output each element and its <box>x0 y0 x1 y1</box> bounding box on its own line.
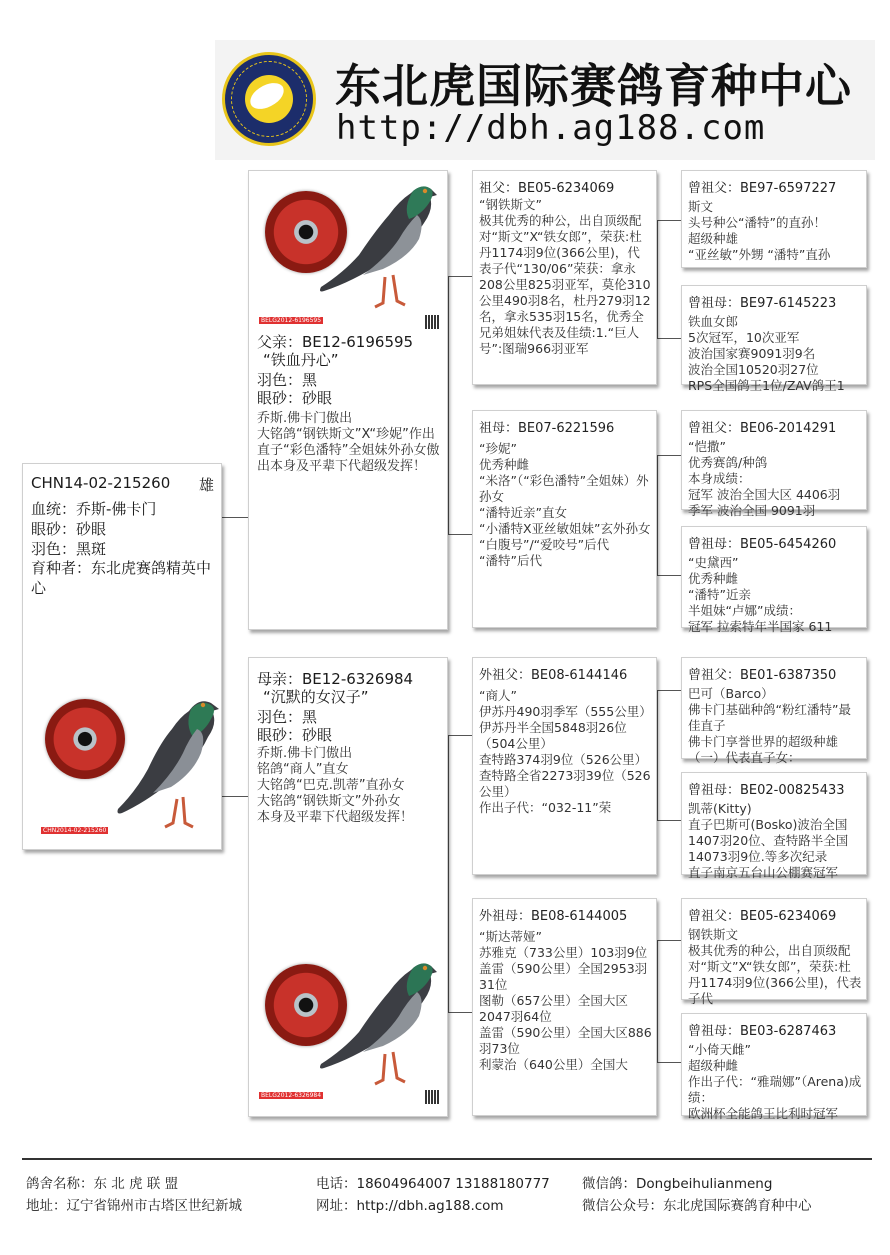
grandparent-card <box>472 898 657 1116</box>
grandparent-card <box>472 170 657 385</box>
grandparent-card <box>472 657 657 875</box>
great-grandparent-card <box>681 657 867 765</box>
grandparent-ring: 祖父：BE05-6234069 <box>479 181 615 196</box>
main-color: 羽色：黑斑 <box>31 540 107 558</box>
dam-name: “沉默的女汉子” <box>263 688 369 706</box>
great-grandparent-card <box>681 898 867 1006</box>
sire-photo <box>259 179 444 329</box>
sire-name: “铁血丹心” <box>263 351 339 369</box>
great-grandparent-text: 钢铁斯文 极其优秀的种公，出自顶级配对“斯文”X“铁女郎”，荣获:杜丹1174羽9位(366公里)，代表子代 <box>688 927 862 1006</box>
connector <box>657 220 681 221</box>
great-grandparent-text: “史黛西” 优秀种雌 “潘特”近亲 半姐妹“卢娜”成绩： 冠军 拉索特年半国家 611 <box>688 555 833 634</box>
grandparent-text: “钢铁斯文” 极其优秀的种公，出自顶级配对“斯文”X“铁女郎”，荣获:杜丹1174羽9位(366公里)，代表子代“130/06”荣获：拿永208公里825羽亚军，莫伦310公里490羽8名，杜丹279羽12名，拿永535羽15名，优秀全兄弟姐妹代表及佳绩:1.“巨人号”:图瑞966羽亚军 <box>479 197 651 356</box>
great-grandparent-ring: 曾祖父：BE01-6387350 <box>688 668 837 683</box>
dam-photo <box>259 956 444 1106</box>
qr-code-icon <box>425 1090 439 1104</box>
main-breeder: 育种者：东北虎赛鸽精英中心 <box>31 559 212 597</box>
site-title: 东北虎国际赛鸽育种中心 <box>335 59 852 113</box>
sire-ring-number: 父亲：BE12-6196595 <box>257 333 414 351</box>
qr-code-icon <box>425 315 439 329</box>
connector <box>657 690 681 691</box>
dam-ring-number: 母亲：BE12-6326984 <box>257 670 414 688</box>
grandparent-text: “斯达蒂娅” 苏雅克（733公里）103羽9位 盖雷（590公里）全国2953羽31位 图勒（657公里）全国大区2047羽64位 盖雷（590公里）全国大区886羽73位 利蒙治（640公里）全国大 <box>479 929 652 1072</box>
great-grandparent-text: 铁血女郎 5次冠军，10次亚军 波治国家赛9091羽9名 波治全国10520羽27位 RPS全国鸽王1位/ZAV鸽王1 <box>688 314 845 393</box>
connector <box>657 455 658 575</box>
main-bloodline: 血统：乔斯-佛卡门 <box>31 500 157 518</box>
ring-tag: BELG2012-6326984 <box>261 1092 322 1099</box>
ring-tag: BELG2012-6196595 <box>261 317 322 324</box>
connector <box>657 220 658 338</box>
great-grandparent-ring: 曾祖母：BE02-00825433 <box>688 783 845 798</box>
sire-card <box>248 170 448 630</box>
dam-color: 羽色：黑 <box>257 708 318 726</box>
great-grandparent-card <box>681 772 867 880</box>
great-grandparent-ring: 曾祖母：BE05-6454260 <box>688 537 837 552</box>
connector <box>657 1062 681 1063</box>
main-ring-number: CHN14-02-215260 <box>31 474 171 492</box>
grandparent-text: “商人” 伊苏丹490羽季军（555公里） 伊苏丹半全国5848羽26位（504公里） 查特路374羽9位（526公里） 查特路全省2273羽39位（526公里） 作出子代：“032-11”荣 <box>479 688 652 815</box>
connector <box>657 690 658 820</box>
sire-eye: 眼砂：砂眼 <box>257 389 333 407</box>
connector <box>657 338 681 339</box>
footer-address: 地址：辽宁省锦州市古塔区世纪新城 <box>26 1198 242 1214</box>
connector <box>448 735 472 736</box>
connector <box>448 534 472 535</box>
great-grandparent-ring: 曾祖父：BE05-6234069 <box>688 909 837 924</box>
connector <box>222 796 248 797</box>
ring-tag: CHN2014-02-215260 <box>43 827 107 834</box>
grandparent-ring: 外祖母：BE08-6144005 <box>479 909 628 924</box>
great-grandparent-ring: 曾祖母：BE97-6145223 <box>688 296 837 311</box>
footer-wechat: 微信鸽：Dongbeihulianmeng <box>582 1176 773 1192</box>
dam-description: 乔斯.佛卡门傲出 铭鸽“商人”直女 大铭鸽“巴克.凯蒂”直孙女 大铭鸽“钢铁斯文”外孙女 本身及平辈下代超级发挥！ <box>257 746 414 825</box>
connector <box>448 1012 472 1013</box>
main-sex: 雄 <box>199 476 215 494</box>
connector <box>448 735 449 1013</box>
center-logo <box>222 52 316 146</box>
grandparent-ring: 外祖父：BE08-6144146 <box>479 668 628 683</box>
dam-card <box>248 657 448 1117</box>
grandparent-ring: 祖母：BE07-6221596 <box>479 421 615 436</box>
great-grandparent-card <box>681 170 867 268</box>
great-grandparent-text: 凯蒂(Kitty) 直子巴斯可(Bosko)波治全国1407羽20位、查特路半全国14073羽9位.等多次纪录 直子南京五台山公棚赛冠军 <box>688 801 849 880</box>
great-grandparent-ring: 曾祖父：BE97-6597227 <box>688 181 837 196</box>
connector <box>657 575 681 576</box>
main-pigeon-card <box>22 463 222 850</box>
dam-eye: 眼砂：砂眼 <box>257 726 333 744</box>
great-grandparent-card <box>681 410 867 518</box>
footer-divider <box>22 1158 872 1160</box>
great-grandparent-ring: 曾祖父：BE06-2014291 <box>688 421 837 436</box>
connector <box>448 276 472 277</box>
great-grandparent-text: 斯文 头号种公“潘特”的直孙！ 超级种雄 “亚丝敏”外甥 “潘特”直孙 <box>688 199 831 262</box>
main-pigeon-photo <box>41 689 216 844</box>
great-grandparent-card <box>681 285 867 393</box>
main-eye: 眼砂：砂眼 <box>31 520 107 538</box>
connector <box>657 940 681 941</box>
grandparent-card <box>472 410 657 628</box>
connector <box>448 276 449 534</box>
grandparent-text: “珍妮” 优秀种雌 “米洛”（“彩色潘特”全姐妹）外孙女 “潘特近亲”直女 “小潘特X亚丝敏姐妹”玄外孙女 “白腹号”/“爱咬号”后代 “潘特”后代 <box>479 441 651 568</box>
connector <box>657 820 681 821</box>
great-grandparent-text: 巴可（Barco） 佛卡门基础种鸽“粉红潘特”最佳直子 佛卡门享誉世界的超级种雄（一）代表直子女： <box>688 686 851 765</box>
great-grandparent-card <box>681 526 867 634</box>
footer-phone: 电话：18604964007 13188180777 <box>316 1176 550 1192</box>
sire-color: 羽色：黑 <box>257 371 318 389</box>
great-grandparent-card <box>681 1013 867 1121</box>
great-grandparent-text: “恺撒” 优秀赛鸽/种鸽 本身成绩： 冠军 波治全国大区 4406羽 季军 波治全国 9091羽 <box>688 439 841 518</box>
great-grandparent-ring: 曾祖母：BE03-6287463 <box>688 1024 837 1039</box>
footer-loft-name: 鸽舍名称：东 北 虎 联 盟 <box>26 1176 179 1192</box>
footer-public-account: 微信公众号：东北虎国际赛鸽育种中心 <box>582 1198 812 1214</box>
connector <box>222 517 248 518</box>
connector <box>657 940 658 1062</box>
footer-website[interactable]: 网址：http://dbh.ag188.com <box>316 1198 504 1214</box>
sire-description: 乔斯.佛卡门傲出 大铭鸽“钢铁斯文”X“珍妮”作出直子“彩色潘特”全姐妹外孙女傲出本身及平辈下代超级发挥！ <box>257 411 440 474</box>
connector <box>657 455 681 456</box>
site-url[interactable]: http://dbh.ag188.com <box>336 108 766 148</box>
great-grandparent-text: “小倚天雌” 超级种雌 作出子代：“雅瑞娜”（Arena)成绩： 欧洲杯全能鸽王比利时冠军 <box>688 1042 862 1121</box>
